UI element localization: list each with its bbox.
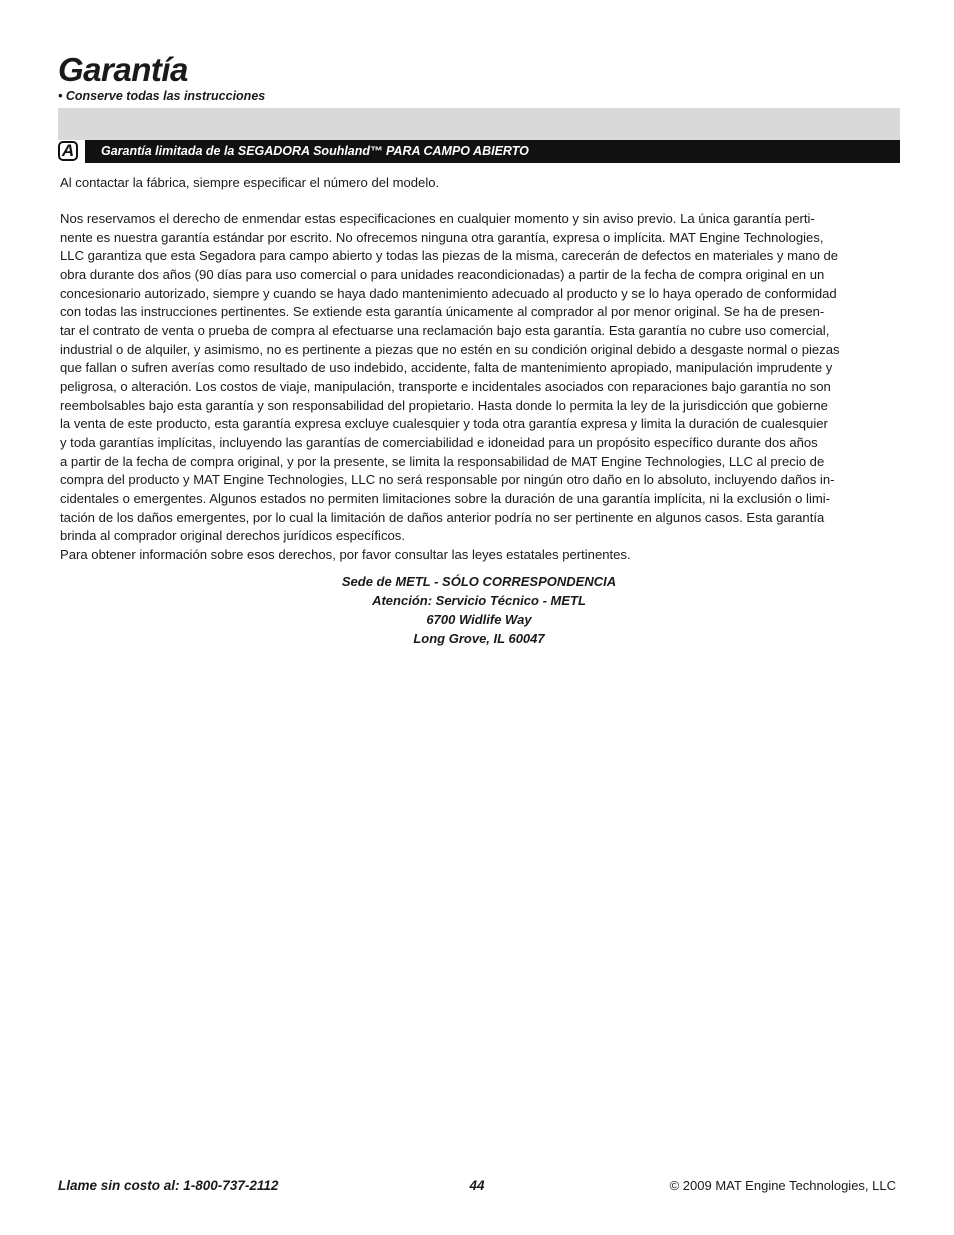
paragraph-line: que fallan o sufren averías como resultado de uso indebido, accidente, falta de mantenimiento apropiado, manipulación imprudente y xyxy=(60,360,833,376)
paragraph-line: nente es nuestra garantía estándar por escrito. No ofrecemos ninguna otra garantía, expresa o implícita. MAT Engine Technologies, xyxy=(60,229,824,245)
warranty-paragraph xyxy=(60,210,898,564)
paragraph-line: Nos reservamos el derecho de enmendar estas especificaciones en cualquier momento y sin aviso previo. La única garantía perti- xyxy=(60,211,815,226)
paragraph-line: concesionario autorizado, siempre y cuando se haya dado mantenimiento adecuado al producto y se lo haya operado de conformidad xyxy=(60,285,837,301)
header-band xyxy=(58,108,900,140)
paragraph-line: cidentales o emergentes. Algunos estados no permiten limitaciones sobre la duración de una garantía implícita, ni la exclusión o limi- xyxy=(60,490,831,506)
mailing-address xyxy=(60,572,898,648)
address-line-2: Atención: Servicio Técnico - METL xyxy=(372,593,586,608)
section-badge: A xyxy=(58,141,78,161)
paragraph-line: Para obtener información sobre esos derechos, por favor consultar las leyes estatales pertinentes. xyxy=(60,546,631,562)
page-number: 44 xyxy=(469,1178,485,1193)
page-title: Garantía xyxy=(58,51,188,88)
paragraph-line: tación de los daños emergentes, por lo cual la limitación de daños anterior podría no ser pertinente en algunos casos. Esta garantía xyxy=(60,509,825,525)
address-line-1: Sede de METL - SÓLO CORRESPONDENCIA xyxy=(341,574,617,589)
page-subtitle: • Conserve todas las instrucciones xyxy=(58,89,266,103)
paragraph-line: LLC garantiza que esta Segadora para campo abierto y todas las piezas de la misma, carecerán de defectos en materiales y mano de xyxy=(60,248,839,264)
address-line-3: 6700 Widlife Way xyxy=(426,612,532,627)
paragraph-line: a partir de la fecha de compra original, y por la presente, se limita la responsabilidad de MAT Engine Technologies, LLC al precio de xyxy=(60,453,825,469)
footer-phone: Llame sin costo al: 1-800-737-2112 xyxy=(58,1178,279,1193)
paragraph-line: con todas las instrucciones pertinentes. Se extiende esta garantía únicamente al comprador al por menor original. Se ha de presen- xyxy=(60,304,825,320)
address-line-4: Long Grove, IL 60047 xyxy=(413,631,545,646)
paragraph-line: tar el contrato de venta o prueba de compra al efectuarse una reclamación bajo esta garantía. Esta garantía no cubre uso comercial, xyxy=(60,322,830,338)
section-header xyxy=(58,140,900,163)
paragraph-line: obra durante dos años (90 días para uso comercial o para unidades reacondicionadas) a partir de la fecha de compra original en un xyxy=(60,266,825,282)
paragraph-line: y toda garantías implícitas, incluyendo las garantías de comerciabilidad e idoneidad para un propósito específico durante dos años xyxy=(60,434,818,450)
section-heading: Garantía limitada de la SEGADORA Souhland™ PARA CAMPO ABIERTO xyxy=(85,140,900,163)
paragraph-line: brinda al comprador original derechos jurídicos específicos. xyxy=(60,528,405,544)
intro-paragraph: Al contactar la fábrica, siempre especificar el número del modelo. xyxy=(60,175,440,190)
paragraph-line: industrial o de alquiler, y asimismo, no es pertinente a piezas que no estén en su condición original debido a desgaste normal o piezas xyxy=(60,341,840,357)
paragraph-line: peligrosa, o alteración. Los costos de viaje, manipulación, transporte e incidentales asociados con reparaciones bajo garantía no son xyxy=(60,378,831,394)
paragraph-line: compra del producto y MAT Engine Technologies, LLC no será responsable por ningún otro daño en lo absoluto, incluyendo daños in- xyxy=(60,472,835,488)
footer-copyright: © 2009 MAT Engine Technologies, LLC xyxy=(669,1178,896,1193)
paragraph-line: la venta de este producto, esta garantía expresa excluye cualesquier y toda otra garantía expresa y limita la duración de cualesquier xyxy=(60,416,828,432)
paragraph-line: reembolsables bajo esta garantía y son responsabilidad del propietario. Hasta donde lo permita la ley de la jurisdicción que gobierne xyxy=(60,397,828,413)
